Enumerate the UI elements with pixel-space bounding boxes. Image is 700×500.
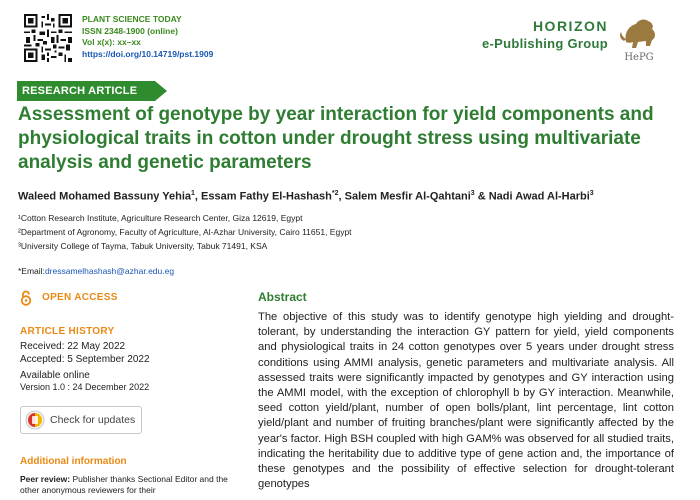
- publisher-line-1: HORIZON: [532, 18, 608, 34]
- author-affil-mark: 1: [191, 190, 195, 197]
- available-online: Available online: [20, 370, 90, 381]
- author-affil-mark: *2: [331, 190, 339, 197]
- journal-name: PLANT SCIENCE TODAY: [82, 14, 182, 24]
- doi-link[interactable]: https://doi.org/10.14719/pst.1909: [82, 48, 214, 59]
- author-name: Essam Fathy El-Hashash: [201, 190, 332, 203]
- article-history-heading: ARTICLE HISTORY: [20, 326, 115, 337]
- affiliation-3: ³University College of Tayma, Tabuk University, Tabuk 71491, KSA: [18, 241, 268, 251]
- author-name: Salem Mesfir Al-Qahtani: [344, 190, 471, 203]
- open-access-label: OPEN ACCESS: [42, 292, 118, 303]
- check-updates-icon: [25, 410, 45, 430]
- check-updates-label: Check for updates: [50, 414, 136, 426]
- email-link[interactable]: dressamelhashash@azhar.edu.eg: [44, 266, 175, 276]
- author-affil-mark: 3: [470, 190, 475, 197]
- accepted-date: Accepted: 5 September 2022: [20, 354, 150, 365]
- logo-text: HePG: [624, 52, 654, 63]
- check-for-updates-button[interactable]: [20, 406, 142, 434]
- article-title: Assessment of genotype by year interaction for yield components and physiological traits in cotton under drought stress using multivariate analysis and genetic parameters: [18, 104, 654, 173]
- journal-issn: ISSN 2348-1900 (online): [82, 25, 178, 36]
- received-date: Received: 22 May 2022: [20, 341, 126, 352]
- author-affil-mark: 3: [589, 190, 594, 197]
- journal-volume: Vol x(x): xx–xx: [82, 37, 141, 47]
- open-access-lock-icon: [20, 290, 32, 306]
- abstract-text: The objective of this study was to identify genotype high yielding and drought-tolerant, by understanding the interaction GY pattern for yield, yield components and physiological traits in 24 cotton genotypes over 5 years under drought stress conditions using AMMI analysis, genetic parameters and multivariate analysis. All assessed traits were significantly impacted by genotypes and GY interaction using the AMMI model, with the exception of chlorophyll b by GY interaction. Meanwhile, seed cotton yield/plant, number of open bolls/plant, lint percentage, lint cotton yield/plant and number of fruiting branches/plant were significantly affected by the year's factor. High BSH coupled with high GAM% was observed for all studied traits, indicating the heritability due to additive type of gene action and, the importance of these genotypes and the possibility of effective selection for drought-tolerant genotypes: [258, 311, 674, 491]
- author-list: Waleed Mohamed Bassuny Yehia$^1$, Essam Fathy El-Hashash$^{*2}$, Salem Mesfir Al-Qahtani$^3$ & Nadi Awad Al-Harbi$^3$: [18, 190, 594, 203]
- corresponding-email: [18, 266, 174, 276]
- affiliation-2: ²Department of Agronomy, Faculty of Agriculture, Al-Azhar University, Cairo 11651, Egypt: [18, 227, 352, 237]
- qr-code-icon: [24, 14, 72, 62]
- additional-info-heading: Additional information: [20, 456, 127, 467]
- version-date: Version 1.0 : 24 December 2022: [20, 382, 150, 392]
- peer-review-note: [20, 474, 230, 496]
- peer-review-label: Peer review:: [20, 474, 71, 484]
- email-label: *Email:: [18, 266, 45, 276]
- lion-logo-icon: [616, 12, 662, 64]
- peer-review-text: Publisher thanks Sectional Editor and the other anonymous reviewers for their: [20, 474, 228, 495]
- article-type-label: RESEARCH ARTICLE: [22, 85, 138, 97]
- affiliation-1: ¹Cotton Research Institute, Agriculture Research Center, Giza 12619, Egypt: [18, 213, 303, 223]
- publisher-name: [482, 18, 608, 51]
- author-name: Waleed Mohamed Bassuny Yehia: [18, 190, 192, 203]
- publisher-line-2: e-Publishing Group: [481, 36, 608, 51]
- author-name: Nadi Awad Al-Harbi: [488, 190, 590, 203]
- abstract-heading: Abstract: [258, 290, 307, 304]
- journal-info: [82, 14, 213, 60]
